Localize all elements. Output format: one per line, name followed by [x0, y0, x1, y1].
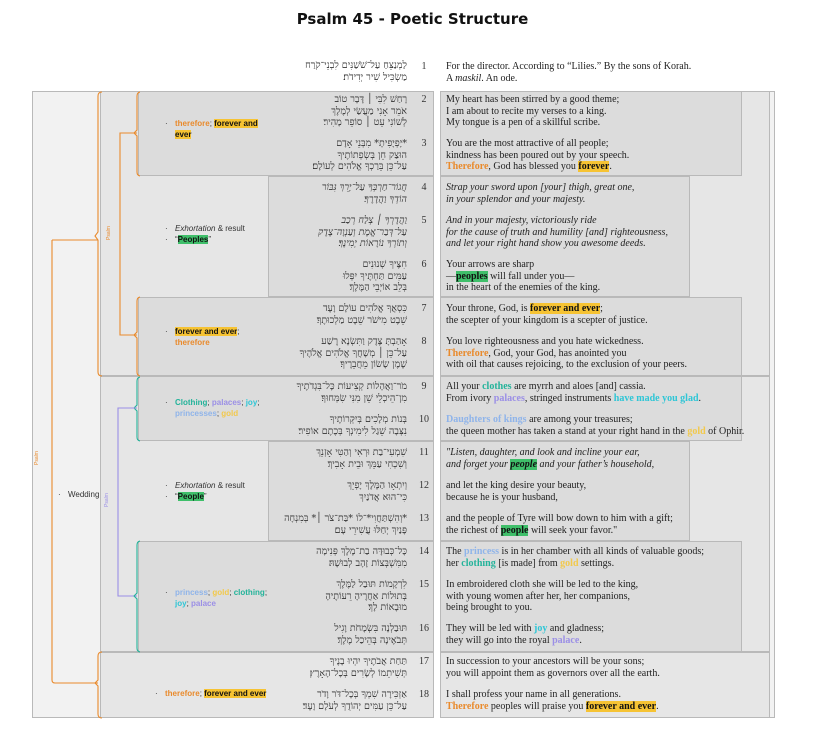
verse-10-hebrew: בְּנוֹת מְלָכִים בְּיִקְּרוֹתֶיךָ נִצְּבָה שֵׁגַל לִימִינְךָ בְּכֶתֶם אוֹפִיר׃	[298, 414, 407, 437]
verse-8-number: 8	[421, 336, 427, 347]
note-section-7: · therefore; forever and ever	[155, 689, 267, 698]
verse-9-number: 9	[421, 381, 427, 392]
verse-16-hebrew: תּוּבַלְנָה בִּשְׂמָחֹת וָגִיל תְּבֹאֶינָה בְּהֵיכַל מֶלֶךְ׃	[334, 623, 407, 646]
verse-12-number: 12	[419, 480, 429, 491]
verse-10-english: Daughters of kings are among your treasures; the queen mother has taken a stand at your right hand in the gold of Ophir.	[446, 414, 745, 437]
vertical-label-outer: Psalm	[33, 451, 40, 465]
verse-3-english: You are the most attractive of all people; kindness has been poured out by your speech. Therefore, God has blessed you forever.	[446, 138, 630, 173]
vertical-label-a: Psalm	[105, 226, 112, 240]
verse-1-english: For the director. According to “Lilies.” By the sons of Korah. A maskil. An ode.	[446, 61, 692, 84]
verse-13-hebrew: *וְהִשְׁתַּחֲוִי*־לוֹ *בַּת־צֹר ׀* בְּמִנְחָה פָּנַיִךְ יְחַלּוּ עֲשִׁירֵי עָם׃	[284, 513, 407, 536]
verse-14-english: The princess is in her chamber with all kinds of valuable goods; her clothing [is made] from gold settings.	[446, 546, 705, 569]
verse-17-number: 17	[419, 656, 429, 667]
verse-15-english: In embroidered cloth she will be led to the king, with young women after her, her companions, being brought to you.	[446, 579, 639, 614]
verse-6-english: Your arrows are sharp —peoples will fall under you— in the heart of the enemies of the king.	[446, 259, 601, 294]
verse-12-hebrew: וְיִתְאָו הַמֶּלֶךְ יָפְיֵךְ כִּי־הוּא אֲדֹנַיִךְ	[347, 480, 407, 503]
verse-15-hebrew: לִרְקָמוֹת תּוּבַל לַמֶּלֶךְ בְּתוּלוֹת אַחֲרֶיהָ רֵעוֹתֶיהָ מוּבָאוֹת לָךְ׃	[325, 579, 407, 614]
verse-9-hebrew: מֹר־וַאֲהָלוֹת קְצִיעוֹת כָּל־בִּגְדֹתֶיךָ מִן־הֵיכְלֵי שֵׁן מִנִּי שִׂמְּחוּךָ׃	[296, 381, 407, 404]
verse-16-number: 16	[419, 623, 429, 634]
verse-18-number: 18	[419, 689, 429, 700]
verse-8-english: You love righteousness and you hate wickedness. Therefore, God, your God, has anointed you with oil that causes rejoicing, to the exclusion of your peers.	[446, 336, 688, 371]
verse-11-number: 11	[419, 447, 429, 458]
verse-1-number: 1	[421, 61, 427, 72]
verse-18-hebrew: אַזְכִּירָה שִׁמְךָ בְּכָל־דֹּר וָדֹר עַל־כֵּן עַמִּים יְהוֹדֻךָ לְעֹלָם וָעֶד׃	[302, 689, 407, 712]
verse-2-hebrew: רָחַשׁ לִבִּי ׀ דָּבָר טוֹב אֹמֵר אָנִי מַעֲשַׂי לְמֶלֶךְ לְשׁוֹנִי עֵט ׀ סוֹפֵר מָהִיר׃	[323, 94, 407, 129]
verse-11-english: "Listen, daughter, and look and incline your ear, and forget your people and your father’s household,	[446, 447, 655, 470]
verse-5-english: And in your majesty, victoriously ride for the cause of truth and humility [and] righteousness, and let your right hand show you awesome deeds.	[446, 215, 668, 250]
note-section-3: · forever and ever; therefore	[165, 327, 240, 347]
verse-17-hebrew: תַּחַת אֲבֹתֶיךָ יִהְיוּ בָנֶיךָ תְּשִׁיתֵמוֹ לְשָׂרִים בְּכָל־הָאָרֶץ׃	[309, 656, 407, 679]
verse-2-english: My heart has been stirred by a good theme; I am about to recite my verses to a king. My tongue is a pen of a skillful scribe.	[446, 94, 620, 129]
verse-16-english: They will be led with joy and gladness; they will go into the royal palace.	[446, 623, 605, 646]
verse-2-number: 2	[421, 94, 427, 105]
verse-9-english: All your clothes are myrrh and aloes [and] cassia. From ivory palaces, stringed instruments have made you glad.	[446, 381, 702, 404]
verse-12-english: and let the king desire your beauty, because he is your husband,	[446, 480, 587, 503]
verse-11-hebrew: שִׁמְעִי־בַת וּרְאִי וְהַטִּי אָזְנֵךְ וְשִׁכְחִי עַמֵּךְ וּבֵית אָבִיךְ׃	[316, 447, 407, 470]
structure-braces	[0, 0, 140, 733]
note-section-6: · princess; gold; clothing; joy; palace	[165, 588, 268, 608]
verse-5-hebrew: וַהֲדָרְךָ ׀ צְלַח רְכַב עַל־דְּבַר־אֱמֶת וְעַנְוָה־צֶדֶק וְתוֹרְךָ נוֹרָאוֹת יְמִינֶךָ׃	[318, 215, 407, 250]
page-title: Psalm 45 - Poetic Structure	[296, 10, 529, 28]
note-section-4: · Clothing; palaces; joy; princesses; gold	[165, 398, 260, 418]
verse-7-number: 7	[421, 303, 427, 314]
verse-4-english: Strap your sword upon [your] thigh, great one, in your splendor and your majesty.	[446, 182, 635, 205]
verse-7-hebrew: כִּסְאֲךָ אֱלֹהִים עוֹלָם וָעֶד שֵׁבֶט מִישֹׁר שֵׁבֶט מַלְכוּתֶךָ׃	[316, 303, 407, 326]
verse-3-number: 3	[421, 138, 427, 149]
verse-18-english: I shall profess your name in all generations. Therefore peoples will praise you forever and ever.	[446, 689, 659, 712]
verse-17-english: In succession to your ancestors will be your sons; you will appoint them as governors over all the earth.	[446, 656, 660, 679]
note-section-5: · Exhortation & result · “People”	[165, 481, 245, 501]
note-section-1: · therefore; forever and ever	[165, 119, 258, 139]
verse-3-hebrew: *יָפְיָפִיתָ* מִבְּנֵי אָדָם הוּצַק חֵן בְּשְׂפְתוֹתֶיךָ עַל־כֵּן בֵּרַכְךָ אֱלֹהִים לְעוֹלָם׃	[312, 138, 407, 173]
verse-10-number: 10	[419, 414, 429, 425]
verse-7-english: Your throne, God, is forever and ever; the scepter of your kingdom is a scepter of justice.	[446, 303, 648, 326]
verse-6-number: 6	[421, 259, 427, 270]
verse-14-number: 14	[419, 546, 429, 557]
verse-13-english: and the people of Tyre will bow down to him with a gift; the richest of people will seek your favor."	[446, 513, 673, 536]
verse-14-hebrew: כָּל־כְּבוּדָּה בַת־מֶלֶךְ פְּנִימָה מִמִּשְׁבְּצוֹת זָהָב לְבוּשָׁהּ׃	[316, 546, 407, 569]
verse-4-number: 4	[421, 182, 427, 193]
verse-15-number: 15	[419, 579, 429, 590]
vertical-label-b: Psalm	[103, 493, 110, 507]
outline-wedding: · Wedding	[58, 490, 100, 499]
verse-1-hebrew: לַמְנַצֵּחַ עַל־שֹׁשַׁנִּים לִבְנֵי־קֹרַח מַשְׂכִּיל שִׁיר יְדִידֹת׃	[305, 60, 407, 83]
verse-6-hebrew: חִצֶּיךָ שְׁנוּנִים עַמִּים תַּחְתֶּיךָ יִפְּלוּ בְּלֵב אוֹיְבֵי הַמֶּלֶךְ׃	[342, 259, 407, 294]
note-section-2: · Exhortation & result · “Peoples”	[165, 224, 245, 244]
verse-5-number: 5	[421, 215, 427, 226]
verse-4-hebrew: חֲגוֹר־חַרְבְּךָ עַל־יָרֵךְ גִּבּוֹר הוֹדְךָ וַהֲדָרֶךָ׃	[321, 182, 407, 205]
verse-13-number: 13	[419, 513, 429, 524]
verse-8-hebrew: אָהַבְתָּ צֶּדֶק וַתִּשְׂנָא רֶשַׁע עַל־כֵּן ׀ מְשָׁחֲךָ אֱלֹהִים אֱלֹהֶיךָ שֶׁמֶן שָׂשׂוֹן מֵחֲבֵרֶיךָ׃	[299, 336, 407, 371]
